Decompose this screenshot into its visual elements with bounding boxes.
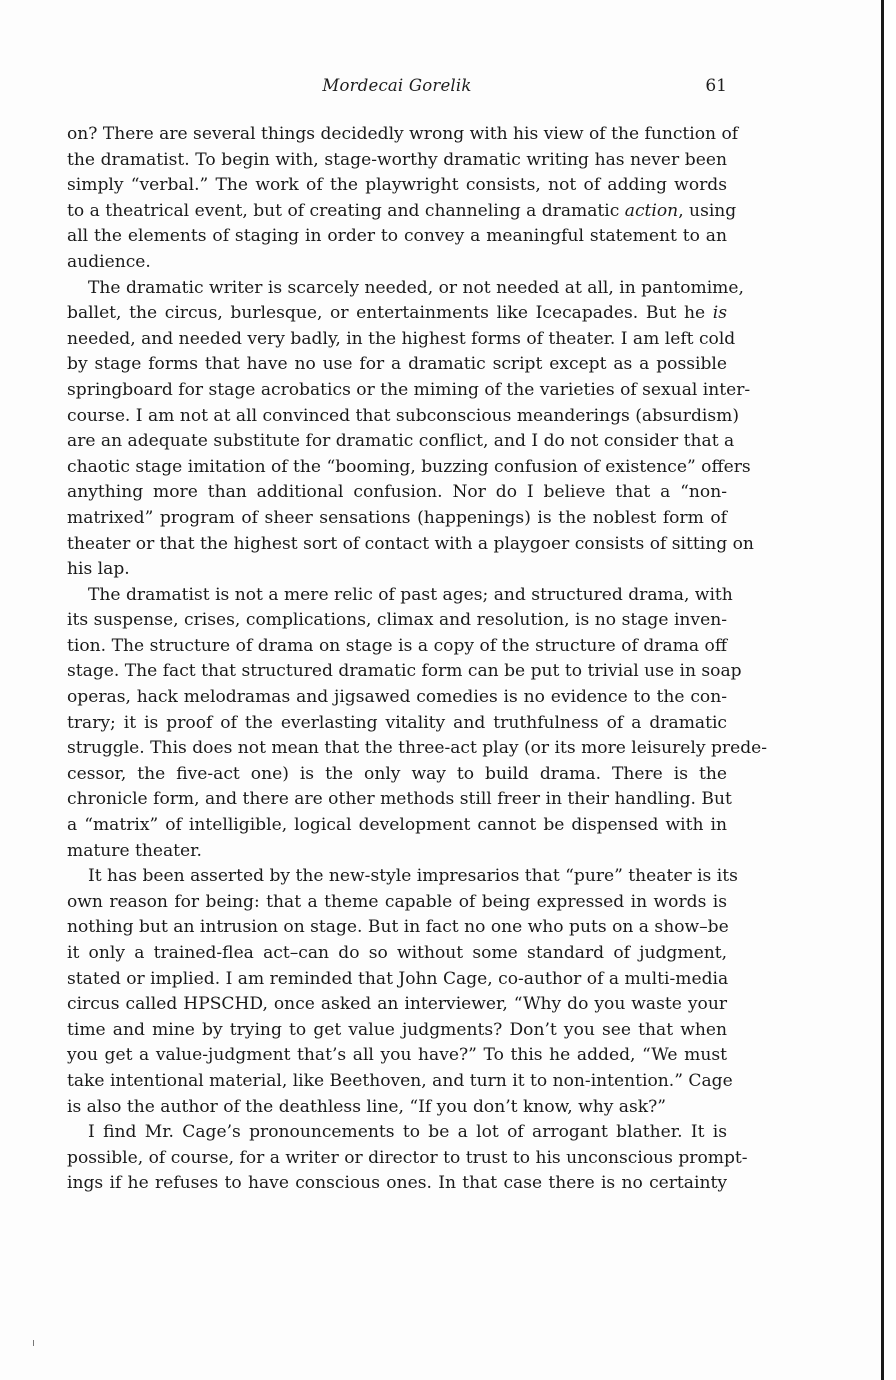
text-line: you get a value-judgment that’s all you have?” To this he added, “We must	[67, 1045, 727, 1066]
text-line: it only a trained-flea act–can do so without some standard of judgment,	[67, 943, 727, 963]
text-line: stated or implied. I am reminded that John Cage, co-author of a multi-media	[67, 968, 729, 989]
text-line: ballet, the circus, burlesque, or entertainments like Icecapades. But he is	[67, 303, 727, 324]
text-line: to a theatrical event, but of creating and channeling a dramatic action, using	[67, 200, 737, 221]
text-line: theater or that the highest sort of contact with a playgoer consists of sitting on	[67, 533, 754, 554]
text-line: operas, hack melodramas and jigsawed comedies is no evidence to the con-	[67, 687, 727, 708]
text-line: time and mine by trying to get value judgments? Don’t you see that when	[67, 1019, 727, 1040]
text-line: tion. The structure of drama on stage is a copy of the structure of drama off	[67, 635, 727, 656]
text-line: are an adequate substitute for dramatic conflict, and I do not consider that a	[67, 431, 735, 452]
text-line: I find Mr. Cage’s pronouncements to be a lot of arrogant blather. It is	[88, 1122, 727, 1143]
text-line: his lap.	[67, 559, 130, 580]
page-header	[67, 76, 727, 102]
text-line: circus called HPSCHD, once asked an interviewer, “Why do you waste your	[67, 994, 727, 1015]
text-line: trary; it is proof of the everlasting vitality and truthfulness of a dramatic	[67, 712, 727, 733]
text-line: possible, of course, for a writer or director to trust to his unconscious prompt-	[67, 1147, 748, 1168]
scan-mark	[33, 1340, 34, 1346]
text-line: The dramatist is not a mere relic of past ages; and structured drama, with	[88, 584, 733, 605]
text-line: own reason for being: that a theme capable of being expressed in words is	[67, 891, 727, 912]
text-line: its suspense, crises, complications, climax and resolution, is no stage inven-	[67, 610, 727, 631]
page-number: 61	[705, 76, 727, 96]
text-line: by stage forms that have no use for a dramatic script except as a possible	[67, 354, 727, 375]
text-line: The dramatic writer is scarcely needed, or not needed at all, in pantomime,	[88, 277, 744, 298]
text-line: mature theater.	[67, 840, 202, 861]
text-line: stage. The fact that structured dramatic form can be put to trivial use in soap	[67, 661, 742, 682]
text-line: chronicle form, and there are other methods still freer in their handling. But	[67, 789, 732, 810]
text-line: is also the author of the deathless line, “If you don’t know, why ask?”	[67, 1096, 667, 1117]
text-line: springboard for stage acrobatics or the miming of the varieties of sexual inter-	[67, 379, 751, 400]
text-line: take intentional material, like Beethoven, and turn it to non-intention.” Cage	[67, 1070, 733, 1091]
text-line: struggle. This does not mean that the three-act play (or its more leisurely prede-	[67, 738, 768, 759]
text-line: simply “verbal.” The work of the playwright consists, not of adding words	[67, 175, 727, 196]
text-line: audience.	[67, 251, 151, 272]
running-head: Mordecai Gorelik	[322, 76, 472, 95]
text-line: the dramatist. To begin with, stage-worthy dramatic writing has never been	[67, 149, 727, 170]
text-line: ings if he refuses to have conscious ones. In that case there is no certainty	[67, 1173, 727, 1194]
text-line: course. I am not at all convinced that subconscious meanderings (absurdism)	[67, 405, 740, 426]
text-line: all the elements of staging in order to convey a meaningful statement to an	[67, 226, 727, 247]
text-line: anything more than additional confusion. Nor do I believe that a “non-	[67, 482, 727, 503]
text-line: a “matrix” of intelligible, logical development cannot be dispensed with in	[67, 815, 727, 836]
text-line: on? There are several things decidedly wrong with his view of the function of	[67, 124, 739, 144]
text-line: It has been asserted by the new-style impresarios that “pure” theater is its	[88, 866, 738, 887]
text-line: cessor, the five-act one) is the only way to build drama. There is the	[67, 763, 727, 784]
text-line: matrixed” program of sheer sensations (happenings) is the noblest form of	[67, 507, 727, 528]
body-text	[67, 122, 768, 1197]
text-line: chaotic stage imitation of the “booming, buzzing confusion of existence” offers	[67, 456, 751, 477]
text-line: nothing but an intrusion on stage. But in fact no one who puts on a show–be	[67, 917, 729, 938]
text-line: needed, and needed very badly, in the highest forms of theater. I am left cold	[67, 328, 736, 349]
